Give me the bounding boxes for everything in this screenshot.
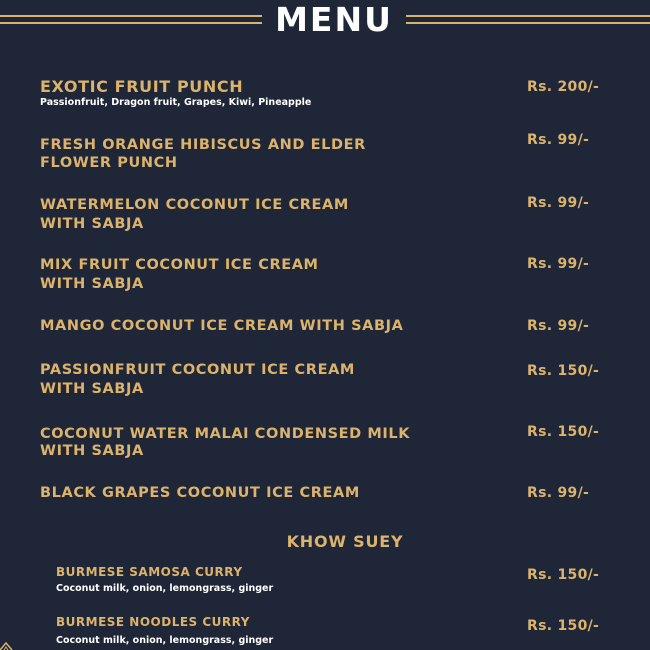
- section-item-description: Coconut milk, onion, lemongrass, ginger: [56, 635, 274, 646]
- menu-item-name-line2: WITH SABJA: [40, 276, 144, 292]
- menu-item-name: EXOTIC FRUIT PUNCH: [40, 77, 244, 96]
- menu-item-name-line1: COCONUT WATER MALAI CONDENSED MILK: [40, 426, 411, 442]
- menu-item-name: BLACK GRAPES COCONUT ICE CREAM: [40, 485, 360, 501]
- section-title-khow-suey: KHOW SUEY: [286, 532, 404, 551]
- menu-item-price: Rs. 99/-: [527, 318, 590, 334]
- menu-item-price: Rs. 99/-: [527, 485, 590, 501]
- header-rule-right: [406, 15, 650, 25]
- header-rule-left: [0, 15, 262, 25]
- section-item-name: BURMESE NOODLES CURRY: [56, 615, 250, 629]
- corner-ornament-icon: [0, 640, 22, 650]
- menu-item-name: MANGO COCONUT ICE CREAM WITH SABJA: [40, 318, 404, 334]
- menu-item-name-line1: MIX FRUIT COCONUT ICE CREAM: [40, 257, 319, 273]
- menu-item-price: Rs. 150/-: [527, 424, 600, 440]
- menu-item-name-line1: PASSIONFRUIT COCONUT ICE CREAM: [40, 362, 355, 378]
- menu-item-price: Rs. 99/-: [527, 132, 590, 148]
- menu-item-description: Passionfruit, Dragon fruit, Grapes, Kiwi, Pineapple: [40, 97, 312, 108]
- menu-item-name-line2: WITH SABJA: [40, 216, 144, 232]
- menu-item-price: Rs. 99/-: [527, 256, 590, 272]
- section-item-price: Rs. 150/-: [527, 618, 600, 634]
- menu-item-name-line2: WITH SABJA: [40, 381, 144, 397]
- menu-item-price: Rs. 150/-: [527, 363, 600, 379]
- menu-item-price: Rs. 200/-: [527, 79, 600, 95]
- menu-item-name-line2: FLOWER PUNCH: [40, 155, 178, 171]
- menu-item-name-line1: FRESH ORANGE HIBISCUS AND ELDER: [40, 137, 366, 153]
- menu-item-price: Rs. 99/-: [527, 195, 590, 211]
- menu-item-name-line2: WITH SABJA: [40, 443, 144, 459]
- section-item-price: Rs. 150/-: [527, 567, 600, 583]
- section-item-description: Coconut milk, onion, lemongrass, ginger: [56, 583, 274, 594]
- menu-title: MENU: [275, 0, 393, 39]
- section-item-name: BURMESE SAMOSA CURRY: [56, 565, 243, 579]
- menu-item-name-line1: WATERMELON COCONUT ICE CREAM: [40, 197, 349, 213]
